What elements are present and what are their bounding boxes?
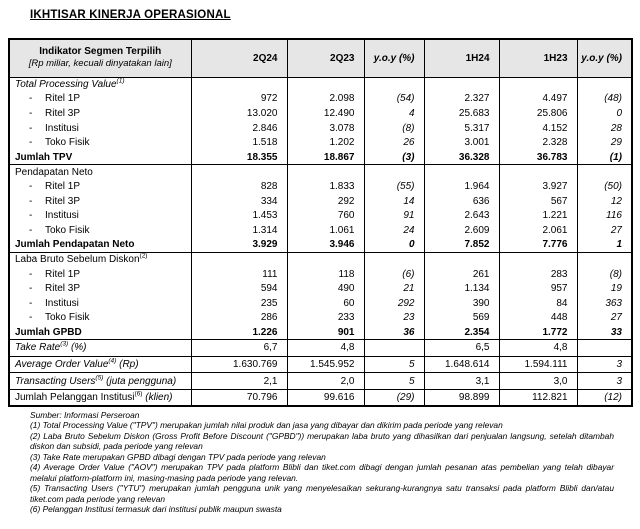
value-cell [577,252,632,267]
row-label-text: Toko Fisik [45,224,90,236]
value-cell: 2.327 [424,92,499,107]
value-cell: 4.152 [499,121,577,136]
section-header-row [9,165,632,180]
value-cell: 116 [577,208,632,223]
value-cell: (8) [364,121,424,136]
value-cell: 3 [577,356,632,373]
value-cell: 36 [364,325,424,340]
dash-bullet: - [29,210,33,222]
table-body [9,77,632,406]
row-label-suffix: (juta pengguna) [103,375,177,387]
value-cell: 4 [364,106,424,121]
header-2q23: 2Q23 [287,39,364,77]
value-cell: 1.134 [424,281,499,296]
value-cell [364,252,424,267]
table-row [9,311,632,326]
value-cell: 283 [499,267,577,282]
row-label-text: Transacting Users [15,375,96,387]
value-cell: 3,1 [424,373,499,390]
value-cell [364,340,424,357]
value-cell: 111 [191,267,287,282]
row-label-suffix: (klien) [142,392,173,404]
value-cell: 261 [424,267,499,282]
value-cell [191,165,287,180]
dash-bullet: - [29,137,33,149]
value-cell: 2.061 [499,223,577,238]
row-label-text: Ritel 1P [45,180,81,192]
value-cell [499,252,577,267]
section-header-row [9,252,632,267]
table-row [9,121,632,136]
value-cell: 3,0 [499,373,577,390]
value-cell: 1.221 [499,208,577,223]
value-cell: 636 [424,194,499,209]
value-cell: 99.616 [287,389,364,406]
value-cell: 3.001 [424,135,499,150]
row-label-text: Ritel 3P [45,107,81,119]
value-cell [287,252,364,267]
footnote-ref: (4) [108,357,117,365]
value-cell: 3.946 [287,238,364,253]
row-label [9,106,191,121]
row-label-suffix: (Rp) [116,359,139,371]
footnote: (4) Average Order Value ("AOV") merupakan TPV pada platform Blibli dan tiket.com dibagi dengan jumlah pesanan atas pembelian yang telah dibayar melalui platform-platform ini, masing-masing pada periode yang relevan. [30,462,614,483]
footnote-ref: (5) [95,374,104,382]
value-cell: 2.643 [424,208,499,223]
section-total-row [9,325,632,340]
header-1h24: 1H24 [424,39,499,77]
value-cell [287,165,364,180]
value-cell: (50) [577,179,632,194]
value-cell: 118 [287,267,364,282]
value-cell: 569 [424,311,499,326]
value-cell: 18.867 [287,150,364,165]
value-cell: (3) [364,150,424,165]
source-note: Sumber: Informasi Perseroan [30,410,140,420]
table-row [9,208,632,223]
dash-bullet: - [29,93,33,105]
row-label-text: Jumlah Pelanggan Institusi [15,392,135,404]
value-cell: 28 [577,121,632,136]
value-cell: 1.964 [424,179,499,194]
value-cell: 21 [364,281,424,296]
row-label-text: Jumlah GPBD [15,326,82,338]
table-row [9,92,632,107]
value-cell: 36.783 [499,150,577,165]
value-cell: 292 [364,296,424,311]
operational-summary-table [8,38,633,407]
value-cell: 36.328 [424,150,499,165]
value-cell: 2,0 [287,373,364,390]
value-cell [577,77,632,92]
value-cell: (1) [577,150,632,165]
value-cell: 12 [577,194,632,209]
dash-bullet: - [29,297,33,309]
section-label [9,165,191,180]
value-cell: 760 [287,208,364,223]
metric-row [9,356,632,373]
footnote: (3) Take Rate merupakan GPBD dibagi dengan TPV pada periode yang relevan [30,451,326,462]
header-2q24: 2Q24 [191,39,287,77]
value-cell: 594 [191,281,287,296]
row-label-text: Laba Bruto Sebelum Diskon [15,254,140,266]
value-cell: 1.226 [191,325,287,340]
row-label [9,223,191,238]
section-total-row [9,150,632,165]
row-label [9,194,191,209]
value-cell: 1.202 [287,135,364,150]
value-cell: 2.609 [424,223,499,238]
value-cell: 23 [364,311,424,326]
value-cell: 27 [577,223,632,238]
row-label-text: Take Rate [15,342,61,354]
value-cell: 1.518 [191,135,287,150]
value-cell [364,165,424,180]
value-cell: 2.328 [499,135,577,150]
value-cell: 286 [191,311,287,326]
row-label [9,311,191,326]
value-cell: 112.821 [499,389,577,406]
value-cell [577,340,632,357]
value-cell: 1.648.614 [424,356,499,373]
value-cell: 25.683 [424,106,499,121]
value-cell: 4.497 [499,92,577,107]
header-indicator-line2: [Rp miliar, kecuali dinyatakan lain] [28,58,172,70]
metric-label [9,356,191,373]
value-cell: (29) [364,389,424,406]
value-cell: 33 [577,325,632,340]
value-cell [577,165,632,180]
value-cell: 2.098 [287,92,364,107]
total-label [9,150,191,165]
row-label-text: Ritel 3P [45,195,81,207]
header-yoy-half: y.o.y (%) [577,39,632,77]
value-cell: (12) [577,389,632,406]
value-cell [499,165,577,180]
value-cell: 363 [577,296,632,311]
value-cell: 24 [364,223,424,238]
value-cell: 292 [287,194,364,209]
value-cell: 13.020 [191,106,287,121]
value-cell: 19 [577,281,632,296]
value-cell: 957 [499,281,577,296]
row-label-text: Average Order Value [15,359,109,371]
section-total-row [9,238,632,253]
value-cell: 6,5 [424,340,499,357]
value-cell: 0 [364,238,424,253]
value-cell: 5 [364,356,424,373]
value-cell: 29 [577,135,632,150]
value-cell: 567 [499,194,577,209]
value-cell [424,77,499,92]
footnotes [30,410,614,515]
section-label [9,77,191,92]
value-cell: (6) [364,267,424,282]
table-row [9,194,632,209]
metric-label [9,340,191,357]
total-label [9,238,191,253]
value-cell: 1.314 [191,223,287,238]
value-cell: 972 [191,92,287,107]
value-cell: 2.354 [424,325,499,340]
value-cell [287,77,364,92]
value-cell: 390 [424,296,499,311]
value-cell: 7.776 [499,238,577,253]
value-cell [424,252,499,267]
row-label-text: Ritel 3P [45,283,81,295]
page-title: IKHTISAR KINERJA OPERASIONAL [30,9,231,21]
header-row [9,39,632,77]
metric-row [9,373,632,390]
dash-bullet: - [29,107,33,119]
row-label-text: Jumlah TPV [15,151,73,163]
value-cell: 334 [191,194,287,209]
value-cell: 6,7 [191,340,287,357]
value-cell: (48) [577,92,632,107]
value-cell: 98.899 [424,389,499,406]
value-cell: 1 [577,238,632,253]
table-row [9,267,632,282]
dash-bullet: - [29,195,33,207]
value-cell: 1.833 [287,179,364,194]
value-cell: 3 [577,373,632,390]
value-cell: 14 [364,194,424,209]
value-cell: 70.796 [191,389,287,406]
value-cell: 0 [577,106,632,121]
value-cell: 18.355 [191,150,287,165]
row-label [9,296,191,311]
value-cell: 448 [499,311,577,326]
header-indicator [9,39,191,77]
value-cell: 5 [364,373,424,390]
value-cell: 3.929 [191,238,287,253]
footnote-ref: (1) [116,77,125,85]
value-cell: 901 [287,325,364,340]
value-cell: 2.846 [191,121,287,136]
row-label-text: Toko Fisik [45,312,90,324]
header-indicator-line1: Indikator Segmen Terpilih [39,46,162,58]
table-header [9,39,632,77]
dash-bullet: - [29,224,33,236]
value-cell: (8) [577,267,632,282]
row-label-text: Ritel 1P [45,93,81,105]
value-cell [191,77,287,92]
value-cell: 490 [287,281,364,296]
value-cell: 26 [364,135,424,150]
value-cell: 5.317 [424,121,499,136]
section-header-row [9,77,632,92]
header-yoy-quarter: y.o.y (%) [364,39,424,77]
dash-bullet: - [29,122,33,134]
value-cell [364,77,424,92]
footnote-ref: (6) [134,390,143,398]
value-cell: 25.806 [499,106,577,121]
value-cell: 1.630.769 [191,356,287,373]
footnote: (1) Total Processing Value ("TPV") merupakan jumlah nilai produk dan jasa yang dibayar dan dikirim pada periode yang relevan [30,420,503,431]
row-label-text: Ritel 1P [45,268,81,280]
table-row [9,223,632,238]
row-label-text: Total Processing Value [15,79,117,91]
value-cell: (54) [364,92,424,107]
footnote-ref: (2) [139,252,148,260]
table-row [9,296,632,311]
value-cell: 60 [287,296,364,311]
value-cell: 4,8 [499,340,577,357]
value-cell: 1.061 [287,223,364,238]
row-label [9,267,191,282]
table-row [9,106,632,121]
row-label [9,121,191,136]
value-cell: 1.772 [499,325,577,340]
footnote: (6) Pelanggan Institusi termasuk dari institusi publik maupun swasta [30,504,282,515]
row-label [9,135,191,150]
row-label [9,179,191,194]
value-cell: 2,1 [191,373,287,390]
value-cell: 233 [287,311,364,326]
header-1h23: 1H23 [499,39,577,77]
dash-bullet: - [29,312,33,324]
row-label-text: Toko Fisik [45,137,90,149]
row-label-text: Institusi [45,122,79,134]
total-label [9,325,191,340]
metric-label [9,389,191,406]
footnote: (2) Laba Bruto Sebelum Diskon (Gross Profit Before Discount ("GPBD")) merupakan laba bruto yang dihasilkan dari penjualan langsung, setelah ditambah diskon dan subsidi, pada periode yang relevan [30,430,614,452]
table-row [9,179,632,194]
value-cell: 7.852 [424,238,499,253]
value-cell: 27 [577,311,632,326]
row-label [9,208,191,223]
value-cell: 91 [364,208,424,223]
row-label-text: Jumlah Pendapatan Neto [15,239,135,251]
value-cell: (55) [364,179,424,194]
metric-row [9,389,632,406]
footnote-ref: (3) [60,341,69,349]
value-cell: 828 [191,179,287,194]
value-cell: 12.490 [287,106,364,121]
dash-bullet: - [29,283,33,295]
value-cell: 3.927 [499,179,577,194]
row-label [9,92,191,107]
value-cell: 1.594.111 [499,356,577,373]
value-cell [424,165,499,180]
footnote: (5) Transacting Users ("YTU") merupakan jumlah pengguna unik yang menyelesaikan sekurang-kurangnya satu transaksi pada platform Blibli dan/atau tiket.com pada periode yang relevan [30,483,614,504]
table-row [9,281,632,296]
dash-bullet: - [29,268,33,280]
row-label-text: Pendapatan Neto [15,166,93,178]
value-cell: 84 [499,296,577,311]
row-label-text: Institusi [45,210,79,222]
row-label-suffix: (%) [68,342,87,354]
row-label [9,281,191,296]
value-cell: 1.453 [191,208,287,223]
section-label [9,252,191,267]
dash-bullet: - [29,180,33,192]
table-row [9,135,632,150]
value-cell: 235 [191,296,287,311]
row-label-text: Institusi [45,297,79,309]
value-cell: 3.078 [287,121,364,136]
metric-label [9,373,191,390]
metric-row [9,340,632,357]
value-cell [191,252,287,267]
value-cell: 1.545.952 [287,356,364,373]
value-cell: 4,8 [287,340,364,357]
value-cell [499,77,577,92]
